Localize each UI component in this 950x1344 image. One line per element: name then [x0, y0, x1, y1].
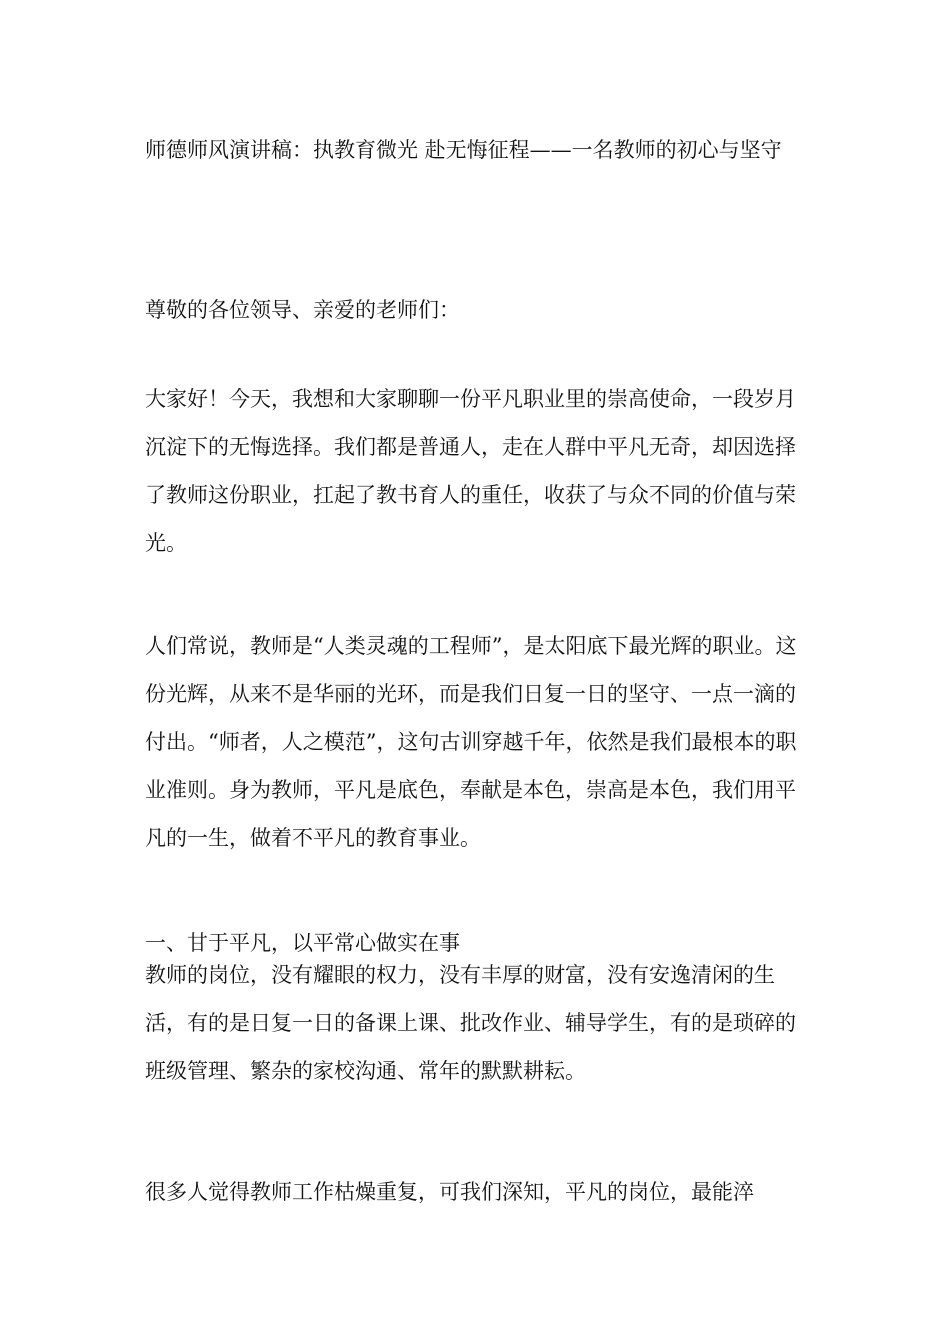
section-1-paragraph-2: 很多人觉得教师工作枯燥重复，可我们深知，平凡的岗位，最能淬	[145, 1180, 754, 1204]
section-1-paragraph-1: 教师的岗位，没有耀眼的权力，没有丰厚的财富，没有安逸清闲的生活，有的是日复一日的备课上课、批改作业、辅导学生，有的是琐碎的班级管理、繁杂的家校沟通、常年的默默耕耘。	[145, 963, 796, 1083]
document-title: 师德师风演讲稿：执教育微光 赴无悔征程——一名教师的初心与坚守	[145, 138, 782, 162]
salutation: 尊敬的各位领导、亲爱的老师们：	[145, 298, 460, 322]
section-heading-1: 一、甘于平凡，以平常心做实在事	[145, 931, 460, 955]
paragraph-intro: 大家好！今天，我想和大家聊聊一份平凡职业里的崇高使命，一段岁月沉淀下的无悔选择。我们都是普通人，走在人群中平凡无奇，却因选择了教师这份职业，扛起了教书育人的重任，收获了与众不同的价值与荣光。	[145, 387, 796, 555]
paragraph-teacher-glory: 人们常说，教师是“人类灵魂的工程师”，是太阳底下最光辉的职业。这份光辉，从来不是华丽的光环，而是我们日复一日的坚守、一点一滴的付出。“师者，人之模范”，这句古训穿越千年，依然是我们最根本的职业准则。身为教师，平凡是底色，奉献是本色，崇高是本色，我们用平凡的一生，做着不平凡的教育事业。	[145, 634, 797, 850]
